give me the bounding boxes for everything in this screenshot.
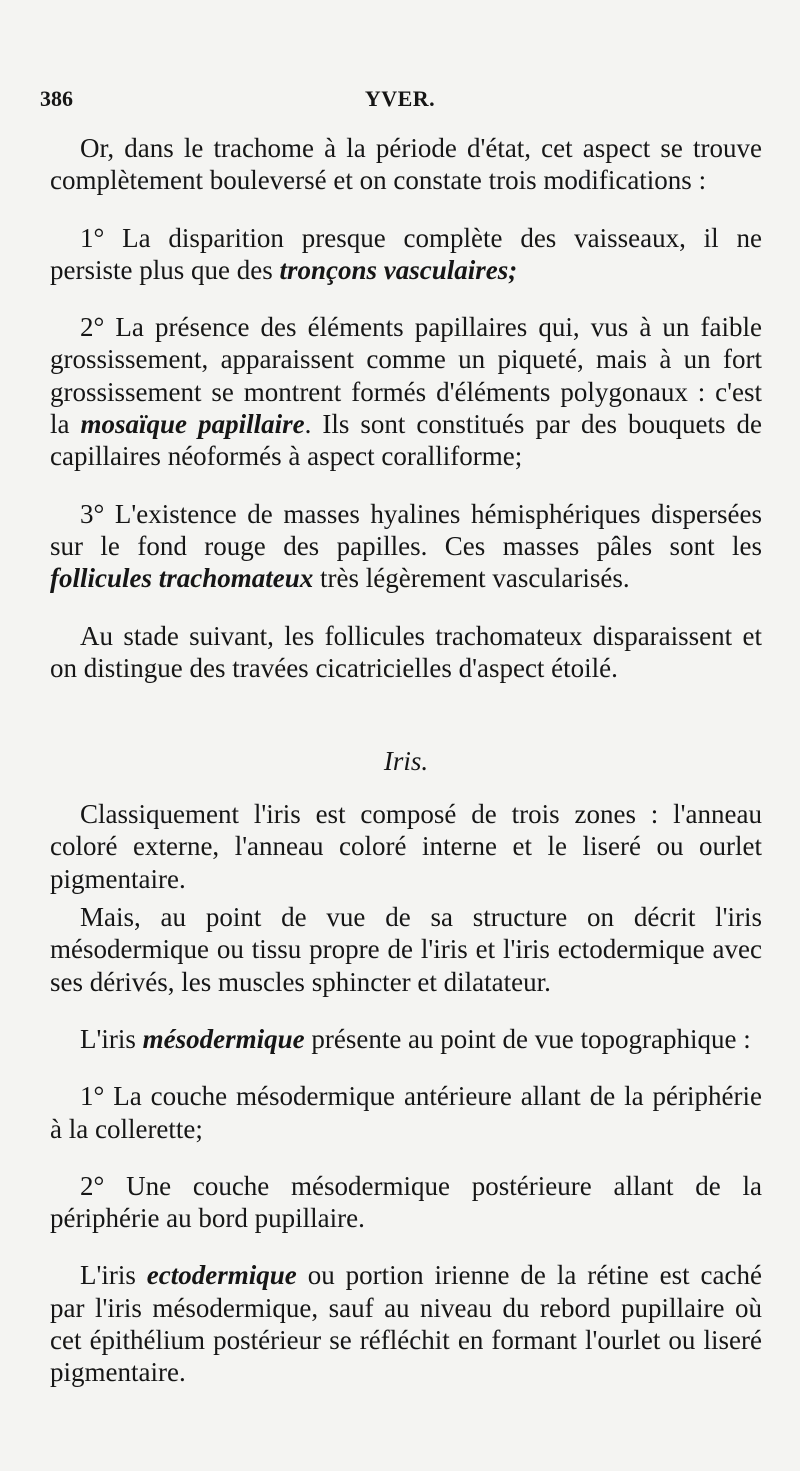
page-body xyxy=(50,132,762,1389)
paragraph-iris-zones: Classiquement l'iris est composé de trois zones : l'anneau coloré externe, l'anneau coloré interne et le liseré ou ourlet pigmentaire. xyxy=(50,799,762,894)
running-header xyxy=(40,86,760,120)
paragraph-stade-suivant: Au stade suivant, les follicules trachomateux disparaissent et on distingue des travées cicatricielles d'aspect étoilé. xyxy=(50,620,762,683)
paragraph-couche-posterieure: 2° Une couche mésodermique postérieure allant de la périphérie au bord pupillaire. xyxy=(50,1170,762,1234)
meso-text-end: présente au point de vue topographique : xyxy=(304,1023,751,1054)
ecto-text: L'iris xyxy=(80,1260,147,1291)
page-number: 386 xyxy=(40,86,73,111)
term-mosaique-papillaire: mosaïque papillaire xyxy=(80,409,305,440)
item-1-text: 1° La disparition presque complète des vaisseaux, il ne persiste plus que des xyxy=(50,222,762,285)
paragraph-iris-ectodermique xyxy=(50,1259,762,1388)
term-mesodermique: mésodermique xyxy=(142,1023,305,1054)
item-2-text: 2° La présence des éléments papillaires qui, vus à un faible grossissement, apparaissent comme un piqueté, mais à un fort grossissement se montrent formés d'éléments polygonaux : c'est la xyxy=(50,312,762,440)
paragraph-iris-mesodermique xyxy=(50,1023,762,1055)
term-troncons-vasculaires: tronçons vasculaires; xyxy=(279,254,518,285)
meso-text: L'iris xyxy=(80,1023,143,1054)
paragraph-item-3 xyxy=(50,498,762,595)
paragraph-intro: Or, dans le trachome à la période d'état, cet aspect se trouve complètement bouleversé et on constate trois modifications : xyxy=(50,133,762,196)
paragraph-item-2 xyxy=(50,311,762,472)
item-2-text-end: . Ils sont constitués par des bouquets de capillaires néoformés à aspect coralliforme; xyxy=(50,409,762,472)
item-3-text-end: très légèrement vascularisés. xyxy=(313,563,630,594)
item-3-text: 3° L'existence de masses hyalines hémisphériques dispersées sur le fond rouge des papilles. Ces masses pâles sont les xyxy=(50,498,762,561)
paragraph-iris-structure: Mais, au point de vue de sa structure on décrit l'iris mésodermique ou tissu propre de l'iris et l'iris ectodermique avec ses dérivés, les muscles sphincter et dilatateur. xyxy=(50,902,762,997)
section-heading-iris: Iris. xyxy=(383,746,429,777)
term-ectodermique: ectodermique xyxy=(146,1260,297,1291)
term-follicules-trachomateux: follicules trachomateux xyxy=(50,563,314,594)
ecto-text-end: ou portion irienne de la rétine est caché par l'iris mésodermique, sauf au niveau du rebord pupillaire où cet épithélium postérieur se réfléchit en formant l'ourlet ou liseré pigmentaire. xyxy=(50,1260,762,1388)
running-title: YVER. xyxy=(364,86,436,111)
paragraph-couche-anterieure: 1° La couche mésodermique antérieure allant de la périphérie à la collerette; xyxy=(50,1081,762,1144)
paragraph-item-1 xyxy=(50,222,762,287)
